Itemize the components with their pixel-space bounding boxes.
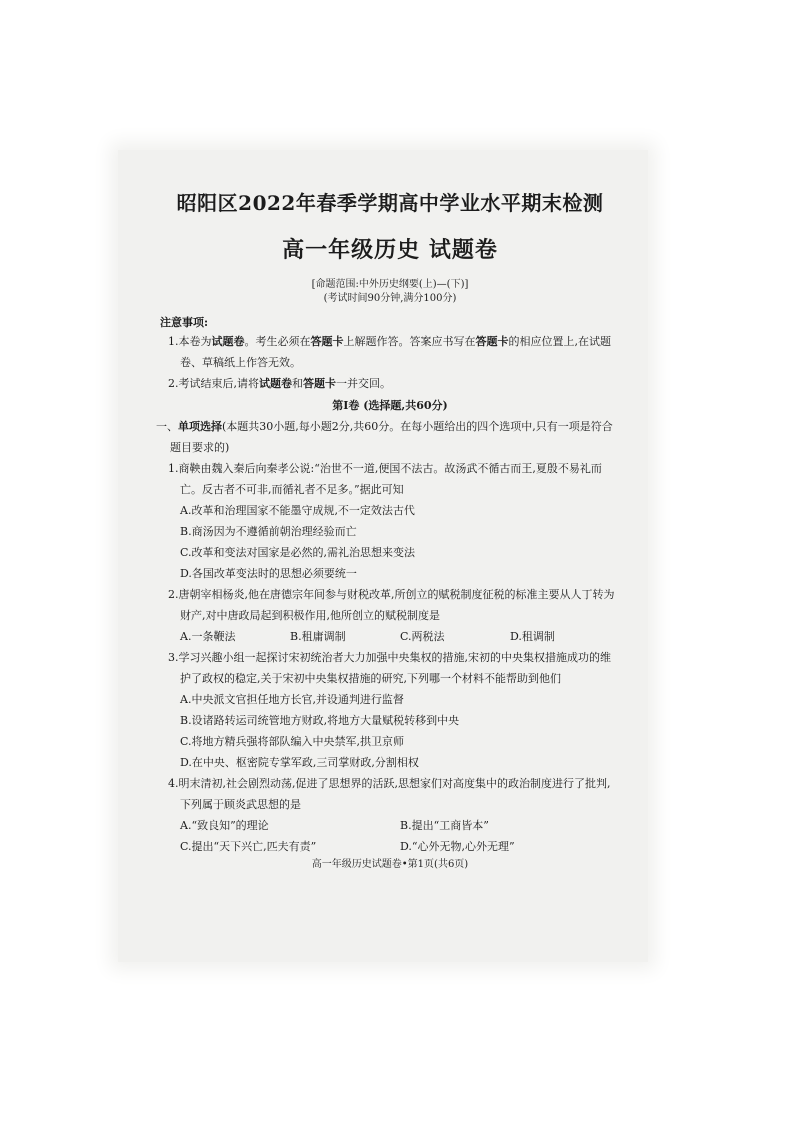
section-instructions bbox=[156, 416, 620, 437]
option-a: A.中央派文官担任地方长官,并设通判进行监督 bbox=[180, 693, 404, 706]
options-row bbox=[160, 626, 620, 647]
exam-scope: [命题范围:中外历史纲要(上)—(下)] bbox=[311, 279, 469, 290]
question-stem-cont: 护了政权的稳定,关于宋初中央集权措施的研究,下列哪一个材料不能帮助到他们 bbox=[180, 672, 561, 685]
option-c: C.改革和变法对国家是必然的,需礼治思想来变法 bbox=[180, 546, 416, 559]
instr-emphasis: 单项选择 bbox=[178, 420, 222, 433]
option-a: A.改革和治理国家不能墨守成规,不一定效法古代 bbox=[180, 504, 415, 517]
option-c: C.提出“天下兴亡,匹夫有责” bbox=[180, 840, 317, 853]
instr-text: (本题共30小题,每小题2分,共60分。在每小题给出的四个选项中,只有一项是符合 bbox=[222, 420, 613, 433]
option-a: A.一条鞭法 bbox=[180, 630, 236, 643]
option-b: B.设诸路转运司统管地方财政,将地方大量赋税转移到中央 bbox=[180, 714, 460, 727]
question-stem: 1.商鞅由魏入秦后向秦孝公说:“治世不一道,便国不法古。故汤武不循古而王,夏殷不易礼而 bbox=[168, 462, 602, 475]
notice-text: 上解题作答。答案应书写在 bbox=[343, 335, 476, 348]
options-row bbox=[160, 836, 620, 857]
paper-title: 高一年级历史 试题卷 bbox=[282, 237, 498, 263]
question-4 bbox=[160, 773, 620, 857]
notice-text: 1.本卷为 bbox=[168, 335, 212, 348]
notice-text: 。考生必须在 bbox=[244, 335, 311, 348]
instr-text: 一、 bbox=[156, 420, 178, 433]
section-heading: 第Ⅰ卷 (选择题,共60分) bbox=[332, 399, 448, 412]
exam-title: 昭阳区2022年春季学期高中学业水平期末检测 bbox=[176, 191, 604, 215]
notice-heading: 注意事项: bbox=[160, 316, 209, 329]
option-d: D.各国改革变法时的思想必须要统一 bbox=[180, 567, 357, 580]
notice-emphasis: 答题卡 bbox=[475, 335, 509, 348]
option-b: B.提出“工商皆本” bbox=[400, 819, 489, 832]
option-c: C.将地方精兵强将部队编入中央禁军,拱卫京师 bbox=[180, 735, 405, 748]
notice-emphasis: 试题卷 bbox=[211, 335, 245, 348]
question-stem-cont: 亡。反古者不可非,而循礼者不足多。”据此可知 bbox=[180, 483, 404, 496]
question-3 bbox=[160, 647, 620, 773]
question-stem: 2.唐朝宰相杨炎,他在唐德宗年间参与财税改革,所创立的赋税制度征税的标准主要从人丁转为 bbox=[168, 588, 615, 601]
option-d: D.在中央、枢密院专掌军政,三司掌财政,分割相权 bbox=[180, 756, 419, 769]
question-stem: 3.学习兴趣小组一起探讨宋初统治者大力加强中央集权的措施,宋初的中央集权措施成功的维 bbox=[168, 651, 611, 664]
option-b: B.商汤因为不遵循前朝治理经验而亡 bbox=[180, 525, 357, 538]
notice-item-1 bbox=[160, 331, 620, 352]
option-d: D.租调制 bbox=[510, 630, 555, 643]
notice-text: 和 bbox=[292, 377, 303, 390]
exam-time: (考试时间90分钟,满分100分) bbox=[323, 293, 457, 304]
option-a: A.“致良知”的理论 bbox=[180, 819, 269, 832]
page-footer: 高一年级历史试题卷•第1页(共6页) bbox=[311, 859, 469, 870]
question-stem-cont: 财产,对中唐政局起到积极作用,他所创立的赋税制度是 bbox=[180, 609, 440, 622]
option-b: B.租庸调制 bbox=[290, 630, 346, 643]
question-stem-cont: 下列属于顾炎武思想的是 bbox=[180, 798, 301, 811]
notice-item-2 bbox=[160, 373, 620, 394]
options-row bbox=[160, 815, 620, 836]
notice-emphasis: 答题卡 bbox=[310, 335, 344, 348]
question-stem: 4.明末清初,社会剧烈动荡,促进了思想界的活跃,思想家们对高度集中的政治制度进行了批判, bbox=[168, 777, 611, 790]
option-c: C.两税法 bbox=[400, 630, 445, 643]
notice-item-1-cont: 卷、草稿纸上作答无效。 bbox=[180, 356, 301, 369]
notice-text: 一并交回。 bbox=[336, 377, 391, 390]
question-1 bbox=[160, 458, 620, 584]
notice-text: 的相应位置上,在试题 bbox=[508, 335, 611, 348]
exam-page bbox=[156, 190, 620, 857]
section-instructions-cont: 题目要求的) bbox=[170, 441, 230, 454]
option-d: D.“心外无物,心外无理” bbox=[400, 840, 515, 853]
notice-text: 2.考试结束后,请将 bbox=[168, 377, 259, 390]
notice-emphasis: 试题卷 bbox=[259, 377, 292, 390]
question-2 bbox=[160, 584, 620, 647]
notice-emphasis: 答题卡 bbox=[303, 377, 336, 390]
